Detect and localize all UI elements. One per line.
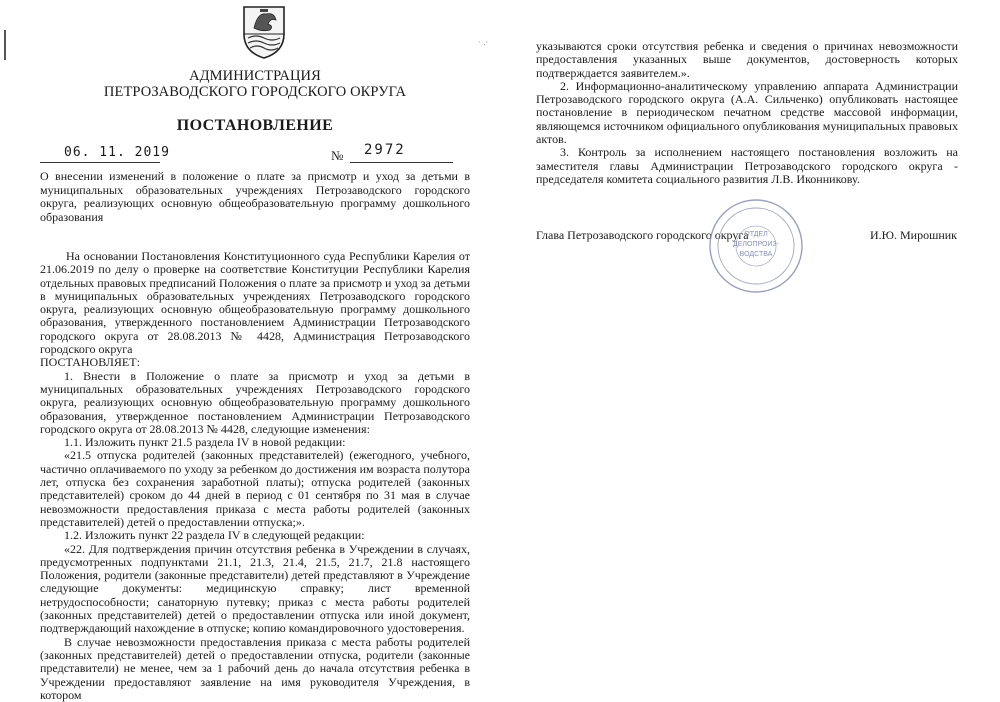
document-subject: О внесении изменений в положение о плате за присмотр и уход за детьми в муниципальных образовательных учреждениях Петрозаводского городского округа, реализующих основную общеобразовательную программу дошкольного образования bbox=[40, 169, 470, 224]
paragraph-22-continuation: В случае невозможности предоставления приказа с места работы родителей (законных представителей) детей о предоставлении отпуска, родители (законные представители) не менее, чем за 1 рабочий день до начала отсутствия ребенка в Учреждении предоставляют заявление на имя руководителя Учреждения, в котором bbox=[40, 634, 470, 702]
scan-edge-mark bbox=[4, 30, 6, 60]
signatory-position: Глава Петрозаводского городского округа bbox=[536, 228, 749, 242]
resolves-heading: ПОСТАНОВЛЯЕТ: bbox=[40, 355, 140, 370]
svg-text:ОТДЕЛ: ОТДЕЛ bbox=[744, 231, 768, 238]
svg-text:ВОДСТВА: ВОДСТВА bbox=[739, 251, 773, 258]
admin-title-line2: ПЕТРОЗАВОДСКОГО ГОРОДСКОГО ОКРУГА bbox=[103, 84, 407, 100]
number-sign: № bbox=[331, 148, 344, 163]
paragraph-item-1-1: 1.1. Изложить пункт 21.5 раздела IV в новой редакции: bbox=[64, 435, 346, 450]
paragraph-22-text: «22. Для подтверждения причин отсутствия ребенка в Учреждении в случаях, предусмотренных подпунктами 21.1, 21.3, 21.4, 21.5, 21.7, 21.8 настоящего Положения, родители (законные представители) детей представляют в Учреждение следующие документы: медицинскую справку; лист временной нетрудоспособности; санаторную путевку; приказ с места работы родителей (законных представителей) детей о предоставлении отпуска или иной документ, подтверждающий нахождение в отпуске; копию командировочного удостоверения. bbox=[40, 541, 470, 636]
document-date: 06. 11. 2019 bbox=[64, 145, 170, 160]
document-type-title: ПОСТАНОВЛЕНИЕ bbox=[176, 117, 334, 134]
preamble-paragraph: На основании Постановления Конституционного суда Республики Карелия от 21.06.2019 по делу о проверке на соответствие Конституции Республики Карелия отдельных правовых предписаний Положения о плате за присмотр и уход за детьми в муниципальных образовательных учреждениях Петрозаводского городского округа, реализующих основную общеобразовательную программу дошкольного образования, утвержденного постановлением Администрации Петрозаводского городского округа от 28.08.2013 № 4428, Администрация Петрозаводского городского округа bbox=[40, 249, 471, 357]
paragraph-item-2: 2. Информационно-аналитическому управлению аппарата Администрации Петрозаводского городского округа (А.А. Сильченко) опубликовать настоящее постановление в периодическом печатном средстве массовой информации, являющемся источником официального опубликования муниципальных правовых актов. bbox=[536, 78, 958, 147]
paragraph-21-5-text: «21.5 отпуска родителей (законных представителей) (ежегодного, учебного, частично оплачиваемого по уходу за ребенком до достижения им возраста полутора лет, отпуска без сохранения заработной платы); отпуска родителей (законных представителей) сроком до 44 дней в период с 01 сентября по 31 мая в случае невозможности предоставления приказа с места работы родителей (законных представителей) детей о предоставлении отпуска;». bbox=[40, 448, 470, 529]
scan-dots: · .· bbox=[478, 38, 489, 47]
right-column-body bbox=[536, 40, 958, 186]
number-underline bbox=[350, 162, 453, 163]
svg-text:ДЕЛОПРОИЗ-: ДЕЛОПРОИЗ- bbox=[732, 241, 780, 248]
signatory-name: И.Ю. Мирошник bbox=[870, 228, 958, 242]
paragraph-item-1: 1. Внести в Положение о плате за присмотр и уход за детьми в муниципальных образовательных учреждениях Петрозаводского городского округа, реализующих основную общеобразовательную программу дошкольного образования, утвержденное постановлением Администрации Петрозаводского городского округа от 28.08.2013 № 4428, следующие изменения: bbox=[40, 368, 470, 436]
admin-title-line1: АДМИНИСТРАЦИЯ bbox=[189, 68, 321, 84]
paragraph-item-1-2: 1.2. Изложить пункт 22 раздела IV в следующей редакции: bbox=[64, 528, 365, 543]
coat-of-arms-icon bbox=[240, 4, 288, 60]
official-stamp-icon bbox=[706, 196, 806, 296]
left-column-body bbox=[40, 250, 470, 702]
paragraph-item-3: 3. Контроль за исполнением настоящего постановления возложить на заместителя главы Администрации Петрозаводского городского округа - председателя комитета социального развития Л.В. Иконникову. bbox=[536, 145, 958, 186]
date-underline bbox=[40, 162, 160, 163]
document-number: 2972 bbox=[364, 142, 406, 158]
paragraph-22-ending: указываются сроки отсутствия ребенка и сведения о причинах невозможности предоставления указанных выше документов, достоверность которых подтверждается заявителем.». bbox=[536, 39, 958, 80]
